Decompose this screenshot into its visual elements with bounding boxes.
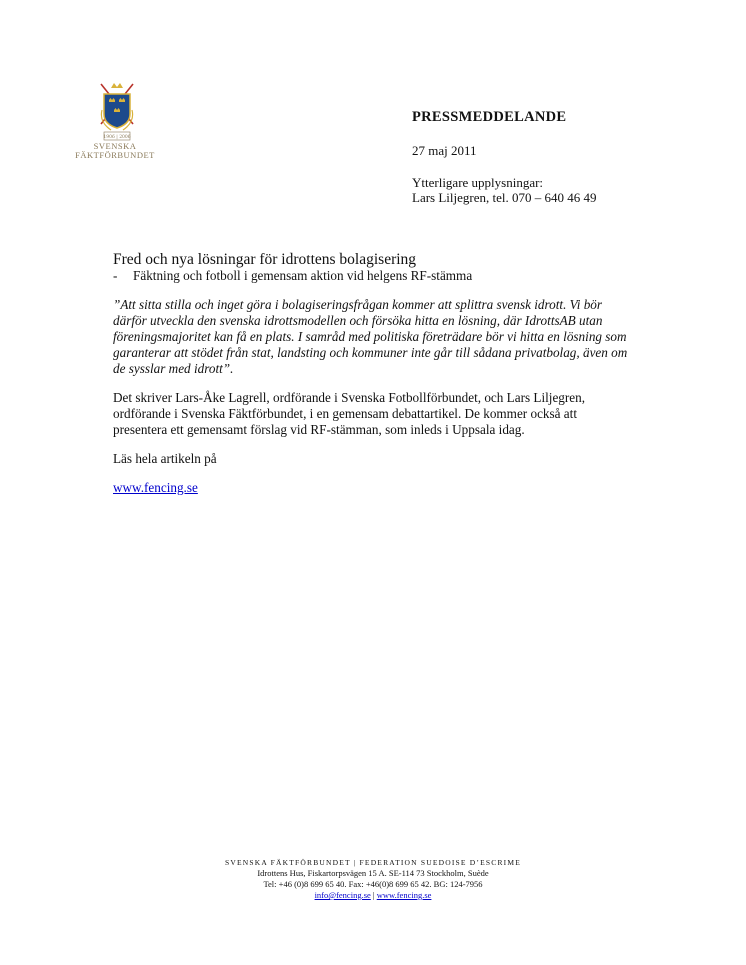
press-release-title: PRESSMEDDELANDE [412, 109, 567, 125]
subheadline-dash: - [113, 268, 118, 283]
coat-of-arms-icon [95, 80, 139, 142]
footer-phone: Tel: +46 (0)8 699 65 40. Fax: +46(0)8 699 65 42. BG: 124-7956 [263, 879, 483, 889]
article-paragraph: Det skriver Lars-Åke Lagrell, ordförande i Svenska Fotbollförbundet, och Lars Liljegren, ordförande i Svenska Fäktförbundet, i en gemensam debattartikel. De kommer också att presentera ett gemensamt förslag vid RF-stämman, som inleds i Uppsala idag. [113, 390, 586, 437]
read-more-text: Läs hela artikeln på [113, 451, 217, 466]
contact-person: Lars Liljegren, tel. 070 – 640 46 49 [412, 190, 597, 205]
article-headline: Fred och nya lösningar för idrottens bolagisering [113, 251, 417, 268]
fencing-website-link[interactable]: www.fencing.se [113, 480, 198, 495]
federation-logo [70, 80, 160, 160]
footer-address: Idrottens Hus, Fiskartorpsvägen 15 A. SE-114 73 Stockholm, Suède [257, 868, 489, 878]
footer-web-link[interactable]: www.fencing.se [376, 890, 432, 900]
article-quote: ”Att sitta stilla och inget göra i bolagiseringsfrågan kommer att splittra svensk idrott. Vi bör därför utveckla den svenska idrottsmodellen och försöka hitta en lösning, där IdrottsAB utan föreningsmajoritet kan få en plats. I samråd med politiska företrädare bör vi hitta en lösning som garanterar att stödet från stat, landsting och kommuner inte går till sådana privatbolag, även om de sysslar med idrott”. [113, 297, 628, 376]
press-release-header [412, 110, 597, 205]
footer-organization: SVENSKA FÄKTFÖRBUNDET | FEDERATION SUEDOISE D’ESCRIME [224, 858, 522, 867]
footer-links [0, 890, 746, 901]
subheadline-text: Fäktning och fotboll i gemensam aktion vid helgens RF-stämma [133, 268, 473, 283]
footer-email-link[interactable]: info@fencing.se [314, 890, 371, 900]
contact-info-label: Ytterligare upplysningar: [412, 175, 544, 190]
logo-name-line1: SVENSKA [93, 141, 137, 151]
logo-name-line2: FÄKTFÖRBUNDET [75, 150, 155, 160]
article-subheadline [113, 268, 633, 284]
article-body [113, 251, 633, 509]
footer-separator: | [372, 890, 375, 900]
logo-years: 1906 | 2006 [103, 135, 131, 140]
release-date: 27 maj 2011 [412, 143, 477, 158]
page-footer [0, 857, 746, 901]
